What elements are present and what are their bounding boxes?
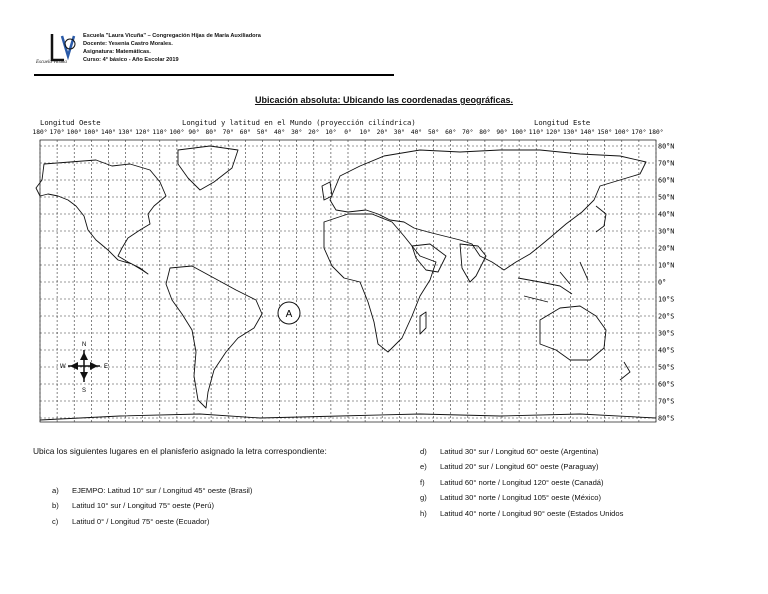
latitude-tick-label: 80°N bbox=[658, 142, 675, 151]
longitude-tick-label: 110° bbox=[528, 129, 544, 136]
school-name: Escuela "Laura Vicuña" – Congregación Hijas de María Auxiliadora bbox=[83, 33, 261, 39]
subject: Asignatura: Matemáticas. bbox=[83, 49, 151, 55]
longitude-tick-label: 40° bbox=[273, 129, 286, 136]
longitude-tick-label: 150° bbox=[597, 129, 613, 136]
longitude-tick-label: 80° bbox=[479, 129, 491, 136]
teacher-name: Docente: Yesenia Castro Morales. bbox=[83, 41, 173, 47]
latitude-tick-label: 60°N bbox=[658, 176, 675, 185]
longitude-tick-label: 110° bbox=[152, 129, 168, 136]
longitude-tick-label: 20° bbox=[376, 129, 388, 136]
item-text: Latitud 30° sur / Longitud 60° oeste (Argentina) bbox=[440, 447, 599, 456]
item-text: Latitud 40° norte / Longitud 90° oeste (Estados Unidos bbox=[440, 508, 624, 518]
longitude-labels bbox=[33, 128, 664, 136]
map-grid bbox=[40, 140, 656, 422]
latitude-tick-label: 30°S bbox=[658, 329, 675, 338]
latitude-tick-label: 50°N bbox=[658, 193, 675, 202]
longitude-tick-label: 130° bbox=[562, 129, 578, 136]
list-item bbox=[420, 475, 623, 490]
latitude-tick-label: 10°N bbox=[658, 261, 675, 270]
items-right bbox=[420, 444, 623, 521]
longitude-tick-label: 10° bbox=[359, 129, 371, 136]
longitude-tick-label: 50° bbox=[256, 129, 269, 136]
europe-asia bbox=[330, 150, 646, 270]
longitude-tick-label: 100° bbox=[83, 129, 99, 136]
south-america bbox=[166, 266, 262, 408]
page-title: Ubicación absoluta: Ubicando las coordenadas geográficas. bbox=[254, 95, 514, 105]
compass-s: S bbox=[82, 388, 87, 394]
longitude-tick-label: 100° bbox=[614, 129, 630, 136]
longitude-tick-label: 30° bbox=[291, 129, 303, 136]
item-letter: a) bbox=[52, 486, 59, 495]
longitude-tick-label: 100° bbox=[66, 129, 82, 136]
list-item bbox=[420, 459, 623, 474]
compass-w: W bbox=[60, 364, 66, 370]
latitude-tick-label: 10°S bbox=[658, 295, 675, 304]
items-left bbox=[52, 483, 252, 529]
location-marker-a bbox=[278, 302, 300, 324]
latitude-labels bbox=[658, 143, 674, 423]
longitude-tick-label: 100° bbox=[511, 129, 527, 136]
compass-n: N bbox=[82, 342, 87, 348]
latitude-tick-label: 80°S bbox=[658, 414, 675, 423]
item-letter: d) bbox=[420, 447, 427, 456]
longitude-tick-label: 120° bbox=[135, 129, 151, 136]
label-west: Longitud Oeste bbox=[40, 118, 101, 127]
longitude-tick-label: 60° bbox=[445, 129, 457, 136]
item-letter: g) bbox=[420, 493, 427, 503]
longitude-tick-label: 90° bbox=[496, 129, 508, 136]
item-letter: c) bbox=[52, 516, 59, 526]
list-item bbox=[420, 444, 623, 459]
list-item bbox=[420, 490, 623, 505]
compass-e: E bbox=[104, 364, 109, 370]
latitude-tick-label: 50°S bbox=[658, 363, 675, 372]
greenland bbox=[178, 146, 238, 190]
instructions: Ubica los siguientes lugares en el planisferio asignado la letra correspondiente: bbox=[33, 446, 327, 456]
longitude-tick-label: 0° bbox=[344, 129, 352, 136]
list-item bbox=[52, 514, 252, 529]
longitude-tick-label: 90° bbox=[188, 129, 200, 136]
continents bbox=[36, 146, 656, 420]
longitude-tick-label: 120° bbox=[545, 129, 561, 136]
item-text: Latitud 20° sur / Longitud 60° oeste (Paraguay) bbox=[440, 462, 599, 472]
india bbox=[460, 244, 486, 282]
item-text: Latitud 0° / Longitud 75° oeste (Ecuador) bbox=[72, 516, 210, 526]
longitude-tick-label: 60° bbox=[239, 129, 251, 136]
uk bbox=[322, 182, 332, 200]
latitude-tick-label: 40°S bbox=[658, 346, 675, 355]
longitude-tick-label: 30° bbox=[393, 129, 405, 136]
longitude-tick-label: 20° bbox=[308, 129, 320, 136]
longitude-tick-label: 40° bbox=[410, 129, 423, 136]
label-map-title: Longitud y latitud en el Mundo (proyección cilíndrica) bbox=[182, 118, 416, 127]
latitude-tick-label: 60°S bbox=[658, 380, 675, 389]
item-letter: h) bbox=[420, 508, 427, 518]
latitude-tick-label: 0° bbox=[658, 278, 667, 287]
item-letter: b) bbox=[52, 501, 59, 511]
latitude-tick-label: 70°S bbox=[658, 397, 675, 406]
longitude-tick-label: 140° bbox=[100, 129, 116, 136]
item-letter: f) bbox=[420, 477, 425, 487]
latitude-tick-label: 20°S bbox=[658, 312, 675, 321]
longitude-tick-label: 50° bbox=[427, 129, 440, 136]
latitude-tick-label: 40°N bbox=[658, 210, 675, 219]
latitude-tick-label: 20°N bbox=[658, 244, 675, 253]
longitude-tick-label: 170° bbox=[49, 129, 65, 136]
africa bbox=[324, 214, 436, 352]
item-text: EJEMPO: Latitud 10° sur / Longitud 45° oeste (Brasil) bbox=[72, 486, 253, 495]
list-item bbox=[52, 498, 252, 513]
longitude-tick-label: 180° bbox=[648, 129, 664, 136]
madagascar bbox=[420, 312, 426, 334]
north-america bbox=[36, 160, 166, 274]
course: Curso: 4° básico - Año Escolar 2019 bbox=[83, 57, 179, 63]
latitude-tick-label: 70°N bbox=[658, 159, 675, 168]
longitude-tick-label: 10° bbox=[325, 129, 337, 136]
logo-caption: Escuela Vicuña bbox=[36, 60, 67, 65]
longitude-tick-label: 70° bbox=[462, 129, 474, 136]
list-item bbox=[52, 483, 252, 498]
longitude-tick-label: 100° bbox=[169, 129, 185, 136]
longitude-tick-label: 80° bbox=[205, 129, 217, 136]
list-item bbox=[420, 506, 623, 521]
marker-label: A bbox=[285, 309, 293, 320]
item-text: Latitud 10° sur / Longitud 75° oeste (Perú) bbox=[72, 501, 215, 511]
longitude-tick-label: 130° bbox=[118, 129, 134, 136]
item-text: Latitud 30° norte / Longitud 105° oeste (México) bbox=[440, 493, 602, 503]
longitude-tick-label: 170° bbox=[631, 129, 647, 136]
latitude-tick-label: 30°N bbox=[658, 227, 675, 236]
label-east: Longitud Este bbox=[534, 118, 591, 127]
longitude-tick-label: 70° bbox=[222, 129, 234, 136]
longitude-tick-label: 180° bbox=[32, 129, 48, 136]
longitude-tick-label: 140° bbox=[580, 129, 596, 136]
item-text: Latitud 60° norte / Longitud 120° oeste (Canadá) bbox=[440, 477, 604, 487]
item-letter: e) bbox=[420, 462, 427, 472]
